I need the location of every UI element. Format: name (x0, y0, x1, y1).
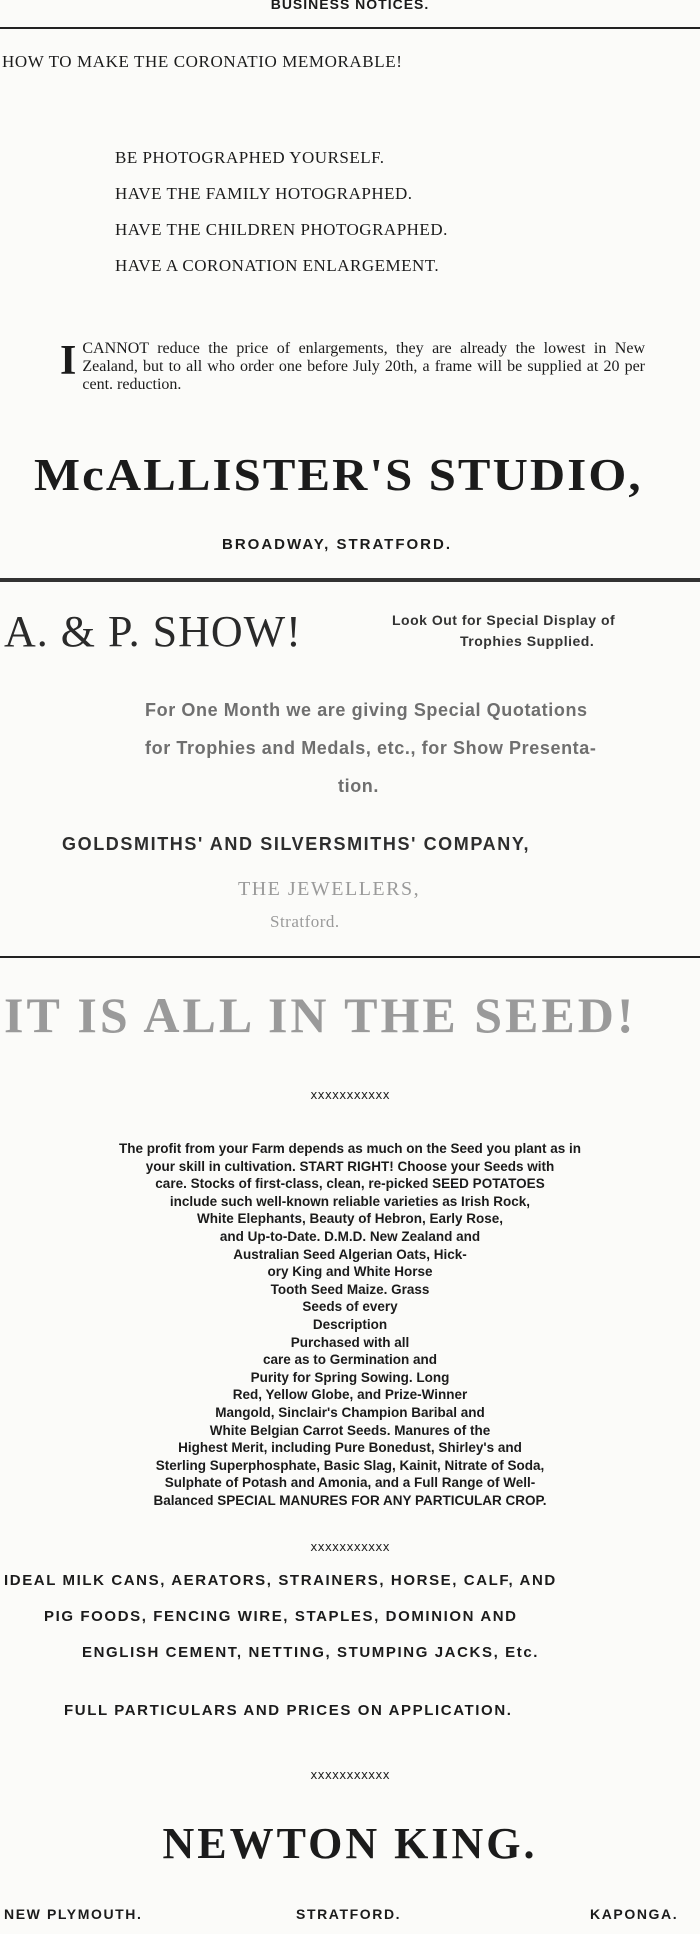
seed-line: White Elephants, Beauty of Hebron, Early Rose, (196, 1211, 504, 1227)
seed-line: White Belgian Carrot Seeds. Manures of the (209, 1422, 491, 1438)
seed-line: The profit from your Farm depends as much on the Seed you plant as in (118, 1141, 582, 1156)
seed-line: Australian Seed Algerian Oats, Hick- (233, 1246, 467, 1262)
header-rule (0, 27, 700, 29)
seed-line: Purity for Spring Sowing. Long (250, 1369, 450, 1385)
seed-line: Tooth Seed Maize. Grass (270, 1281, 430, 1297)
studio-name: McALLISTER'S STUDIO, (34, 449, 643, 500)
seed-line: Sulphate of Potash and Amonia, and a Full Range of Well- (164, 1475, 536, 1491)
show-side-note-1: Look Out for Special Display of (392, 612, 616, 628)
seed-line: Highest Merit, including Pure Bonedust, Shirley's and (178, 1440, 522, 1456)
show-town: Stratford. (270, 912, 340, 931)
show-subtitle: THE JEWELLERS, (238, 878, 421, 900)
seed-line: include such well-known reliable varieties as Irish Rock, (169, 1193, 531, 1209)
section-rule-2 (0, 956, 700, 958)
supplies-line-1: IDEAL MILK CANS, AERATORS, STRAINERS, HORSE, CALF, AND (4, 1572, 557, 1589)
section-rule (0, 578, 700, 582)
seed-line: Mangold, Sinclair's Champion Baribal and (215, 1404, 485, 1420)
seed-line: care. Stocks of first-class, clean, re-picked SEED POTATOES (155, 1176, 545, 1192)
photo-line-2: HAVE THE FAMILY HOTOGRAPHED. (115, 184, 413, 203)
show-company: GOLDSMITHS' AND SILVERSMITHS' COMPANY, (62, 834, 531, 854)
photo-line-3: HAVE THE CHILDREN PHOTOGRAPHED. (115, 220, 448, 239)
seed-line: Seeds of every (302, 1299, 398, 1315)
coronation-paragraph (60, 340, 645, 394)
show-body-line-1: For One Month we are giving Special Quotations (145, 700, 588, 720)
show-side-note-2: Trophies Supplied. (460, 633, 595, 649)
photo-line-4: HAVE A CORONATION ENLARGEMENT. (115, 256, 440, 275)
section-header: BUSINESS NOTICES. (270, 0, 430, 12)
seed-separator-2: xxxxxxxxxxx (310, 1540, 390, 1554)
seed-line: and Up-to-Date. D.M.D. New Zealand and (219, 1228, 481, 1244)
show-title: A. & P. SHOW! (4, 607, 302, 656)
town-kaponga: KAPONGA. (590, 1906, 679, 1922)
particulars-line: FULL PARTICULARS AND PRICES ON APPLICATION. (64, 1702, 513, 1719)
photo-line-1: BE PHOTOGRAPHED YOURSELF. (115, 148, 385, 167)
firm-name: NEWTON KING. (162, 1819, 538, 1868)
seed-separator-3: xxxxxxxxxxx (310, 1768, 390, 1782)
seed-separator-1: xxxxxxxxxxx (310, 1088, 390, 1102)
seed-line: Balanced SPECIAL MANURES FOR ANY PARTICULAR CROP. (153, 1492, 547, 1508)
coronation-heading: HOW TO MAKE THE CORONATIO MEMORABLE! (2, 52, 403, 71)
seed-line: care as to Germination and (262, 1352, 438, 1368)
town-stratford: STRATFORD. (296, 1906, 402, 1922)
seed-body (0, 1140, 700, 1509)
seed-line: ory King and White Horse (267, 1264, 433, 1280)
seed-line: Red, Yellow Globe, and Prize-Winner (232, 1387, 468, 1403)
seed-title: IT IS ALL IN THE SEED! (4, 987, 637, 1043)
seed-line: Sterling Superphosphate, Basic Slag, Kainit, Nitrate of Soda, (155, 1457, 545, 1473)
show-body-line-3: tion. (338, 776, 379, 796)
studio-address: BROADWAY, STRATFORD. (222, 536, 453, 553)
coronation-paragraph-text: CANNOT reduce the price of enlargements, they are already the lowest in New Zealand, but to all who order one before July 20th, a frame will be supplied at 20 per cent. reduction. (82, 340, 645, 393)
show-body-line-2: for Trophies and Medals, etc., for Show Presenta- (145, 738, 597, 758)
seed-line: Purchased with all (290, 1334, 410, 1350)
seed-line: Description (312, 1316, 388, 1332)
town-new-plymouth: NEW PLYMOUTH. (4, 1906, 143, 1922)
supplies-line-2: PIG FOODS, FENCING WIRE, STAPLES, DOMINION AND (44, 1608, 518, 1625)
supplies-line-3: ENGLISH CEMENT, NETTING, STUMPING JACKS, Etc. (82, 1644, 540, 1661)
drop-cap: I (60, 338, 77, 384)
seed-line: your skill in cultivation. START RIGHT! Choose your Seeds with (145, 1158, 555, 1174)
